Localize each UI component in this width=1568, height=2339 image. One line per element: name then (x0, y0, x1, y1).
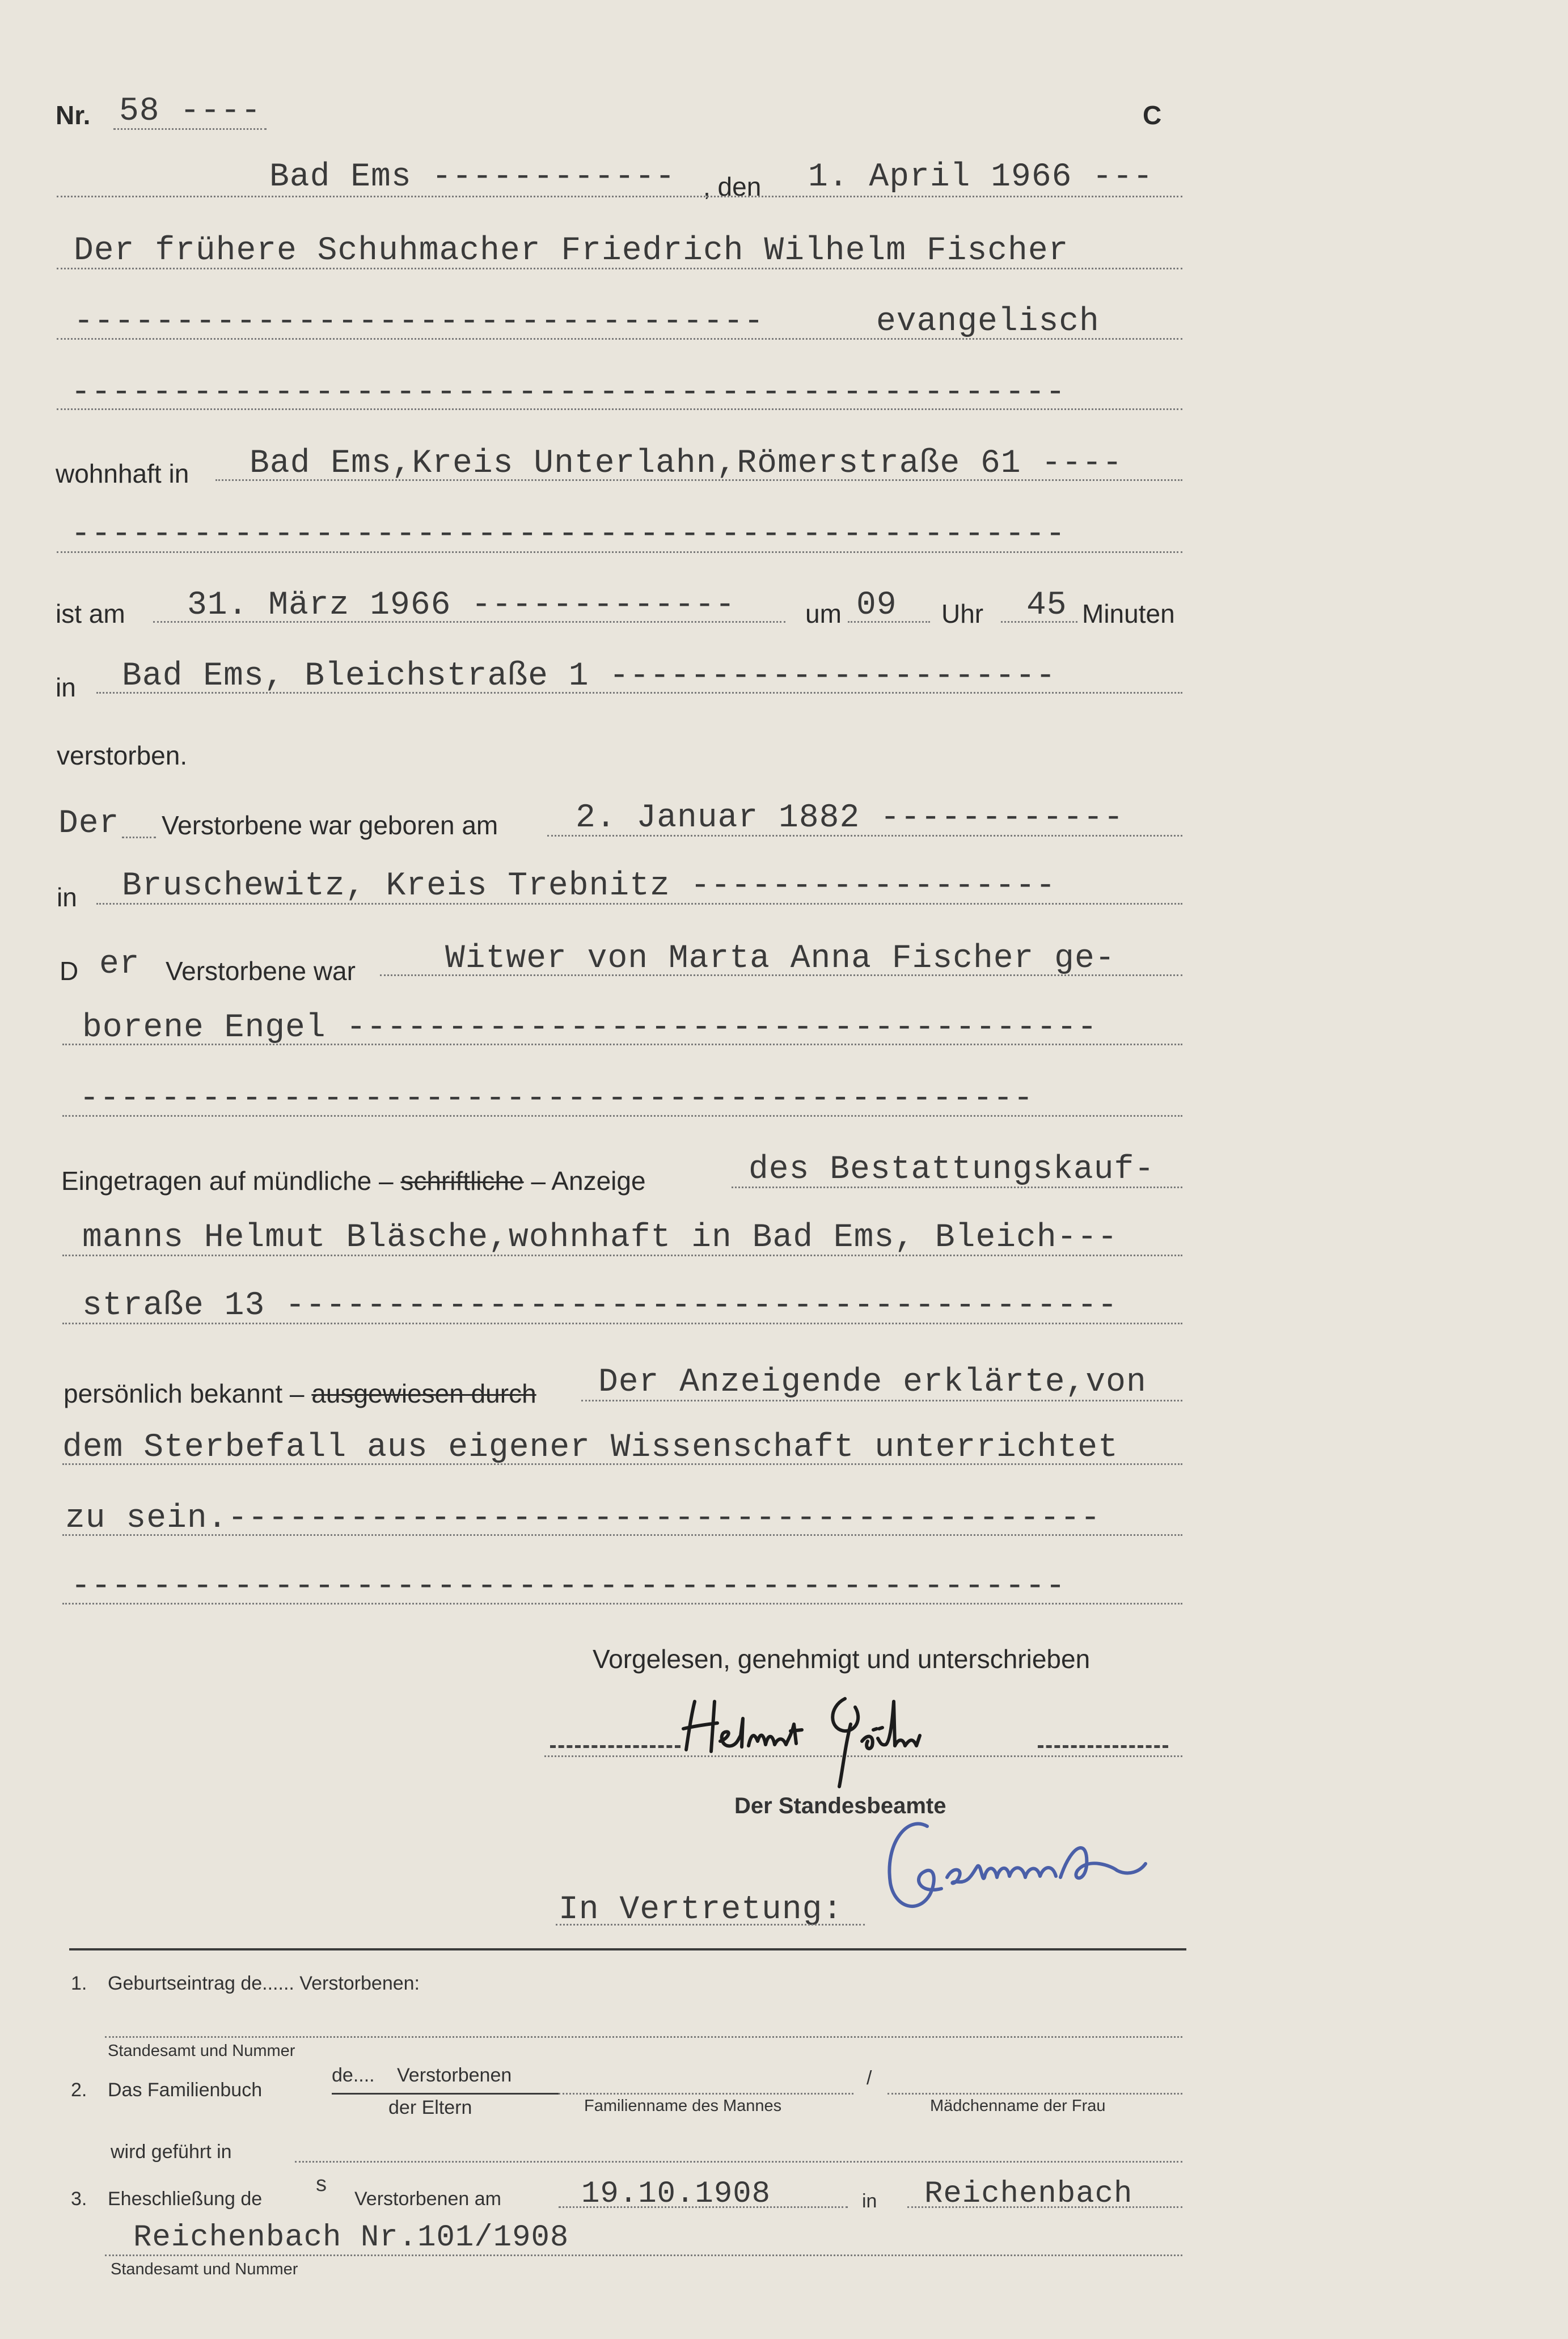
dotted-line (62, 1463, 1182, 1465)
signature-dash-left (550, 1745, 681, 1748)
dotted-line (887, 2093, 1182, 2095)
verstorben-label: verstorben. (57, 741, 188, 770)
deceased-blank-line: ------------------------------------------------- (71, 374, 1066, 411)
identification-line-1: Der Anzeigende erklärte,von (598, 1364, 1147, 1401)
residence: Bad Ems,Kreis Unterlahn,Römerstraße 61 ---- (250, 445, 1123, 482)
item2-fraction-line (332, 2093, 559, 2095)
item2-sub-right: Mädchenname der Frau (930, 2097, 1106, 2115)
marital-d: D (60, 956, 79, 986)
marital-label: Verstorbene war (166, 956, 356, 986)
ist-am-label: ist am (56, 599, 125, 628)
dotted-line (215, 479, 1182, 481)
dotted-line (57, 408, 1182, 410)
registration-line-2: manns Helmut Bläsche,wohnhaft in Bad Ems, Bleich--- (82, 1219, 1118, 1256)
official-signature-image (873, 1809, 1225, 1934)
birth-in-label: in (57, 883, 77, 912)
item2-label: Das Familienbuch (108, 2079, 263, 2101)
registration-line-1: des Bestattungskauf- (749, 1151, 1155, 1188)
vorgelesen-text: Vorgelesen, genehmigt und unterschrieben (593, 1644, 1091, 1674)
nr-label: Nr. (56, 100, 91, 130)
item3-s: s (315, 2173, 328, 2198)
marriage-place: Reichenbach (924, 2177, 1133, 2211)
header-place: Bad Ems ------------ (269, 159, 676, 196)
marriage-date: 19.10.1908 (581, 2177, 771, 2211)
dotted-line (62, 1255, 1182, 1256)
register-number: 58 ---- (119, 93, 261, 130)
marital-line-3: ----------------------------------------------- (79, 1080, 1034, 1117)
dotted-line (732, 1187, 1182, 1188)
dotted-line (380, 974, 1182, 976)
marriage-registry: Reichenbach Nr.101/1908 (133, 2220, 569, 2255)
dotted-line (62, 1603, 1182, 1605)
death-place: Bad Ems, Bleichstraße 1 ---------------------- (122, 658, 1056, 695)
vertretung-label: In Vertretung: (559, 1892, 843, 1928)
form-code: C (1143, 100, 1162, 130)
dotted-line (153, 621, 785, 623)
dotted-line (62, 1534, 1182, 1536)
item2-option-verstorbenen: Verstorbenen (397, 2064, 512, 2086)
item1-num: 1. (71, 1973, 87, 1994)
dotted-line (96, 903, 1182, 905)
death-in-label: in (56, 673, 76, 702)
dotted-line (559, 2206, 848, 2208)
item1-sub: Standesamt und Nummer (108, 2042, 295, 2060)
deceased-name-line: Der frühere Schuhmacher Friedrich Wilhelm Fischer (74, 233, 1069, 269)
death-hour: 09 (856, 587, 897, 624)
dotted-line (62, 1044, 1182, 1045)
identification-label (64, 1378, 536, 1409)
item3-sub: Standesamt und Nummer (111, 2260, 298, 2278)
identification-label-prefix: persönlich bekannt – (64, 1379, 305, 1408)
den-label: , den (703, 172, 762, 201)
residence-label: wohnhaft in (56, 459, 189, 488)
dotted-line (57, 268, 1182, 269)
dotted-line (96, 692, 1182, 694)
footer-separator (69, 1948, 1186, 1950)
dotted-line (907, 2206, 1182, 2208)
identification-line-2: dem Sterbefall aus eigener Wissenschaft unterrichtet (62, 1429, 1118, 1466)
marital-line-2: borene Engel ------------------------------------- (82, 1010, 1098, 1046)
dotted-line (105, 2036, 1182, 2038)
identification-label-struck: ausgewiesen durch (311, 1379, 536, 1408)
dotted-line (295, 2161, 1182, 2163)
registration-label-prefix: Eingetragen auf mündliche – (61, 1166, 394, 1196)
item2-option-eltern: der Eltern (388, 2097, 472, 2118)
item1-label: Geburtseintrag de...... Verstorbenen: (108, 1973, 420, 1994)
death-minutes: 45 (1026, 587, 1067, 624)
dotted-line (122, 837, 156, 838)
dotted-line (581, 1400, 1182, 1401)
death-date: 31. März 1966 ------------- (187, 587, 736, 624)
birth-der: Der (58, 805, 120, 842)
standesbeamte-label: Der Standesbeamte (734, 1793, 946, 1818)
marital-line-1: Witwer von Marta Anna Fischer ge- (445, 940, 1115, 977)
identification-line-3: zu sein.------------------------------------------- (65, 1500, 1101, 1537)
dotted-line (57, 338, 1182, 340)
dotted-line (547, 835, 1182, 837)
uhr-label: Uhr (941, 599, 984, 628)
birth-date: 2. Januar 1882 ------------ (576, 800, 1124, 837)
um-label: um (805, 599, 842, 628)
dotted-line (62, 1323, 1182, 1324)
header-date: 1. April 1966 --- (808, 159, 1153, 196)
header-dotted-line (57, 196, 1182, 197)
registration-label-suffix: – Anzeige (531, 1166, 646, 1196)
deceased-fill-line: ---------------------------------- (74, 303, 764, 340)
dotted-line (556, 1924, 865, 1926)
residence-continuation: ------------------------------------------------- (71, 516, 1066, 553)
nr-dotted-line (113, 128, 267, 130)
item2-de: de.... (332, 2064, 375, 2086)
registration-label (61, 1166, 646, 1196)
item3-label-b: Verstorbenen am (354, 2188, 501, 2210)
registration-label-struck: schriftliche (400, 1166, 524, 1196)
signature-dash-right (1038, 1745, 1168, 1748)
dotted-line (559, 2093, 853, 2095)
dotted-line (62, 1115, 1182, 1117)
dotted-line (848, 621, 930, 623)
informant-signature-image (675, 1684, 1043, 1787)
item3-label-a: Eheschließung de (108, 2188, 263, 2210)
marital-er: er (99, 946, 140, 983)
item3-num: 3. (71, 2188, 87, 2210)
minuten-label: Minuten (1082, 599, 1175, 628)
item3-in: in (862, 2190, 877, 2212)
dotted-line (57, 551, 1182, 553)
item2-sub-left: Familienname des Mannes (584, 2097, 782, 2115)
birth-label: Verstorbene war geboren am (162, 810, 498, 840)
item2-wird: wird geführt in (111, 2141, 232, 2163)
dotted-line (1001, 621, 1077, 623)
item2-slash: / (867, 2067, 872, 2089)
religion: evangelisch (876, 303, 1100, 340)
identification-line-4: ------------------------------------------------- (71, 1568, 1066, 1605)
item2-num: 2. (71, 2079, 87, 2101)
birth-place: Bruschewitz, Kreis Trebnitz ------------------ (122, 868, 1056, 905)
registration-line-3: straße 13 ----------------------------------------- (82, 1287, 1118, 1324)
dotted-line (105, 2254, 1182, 2256)
